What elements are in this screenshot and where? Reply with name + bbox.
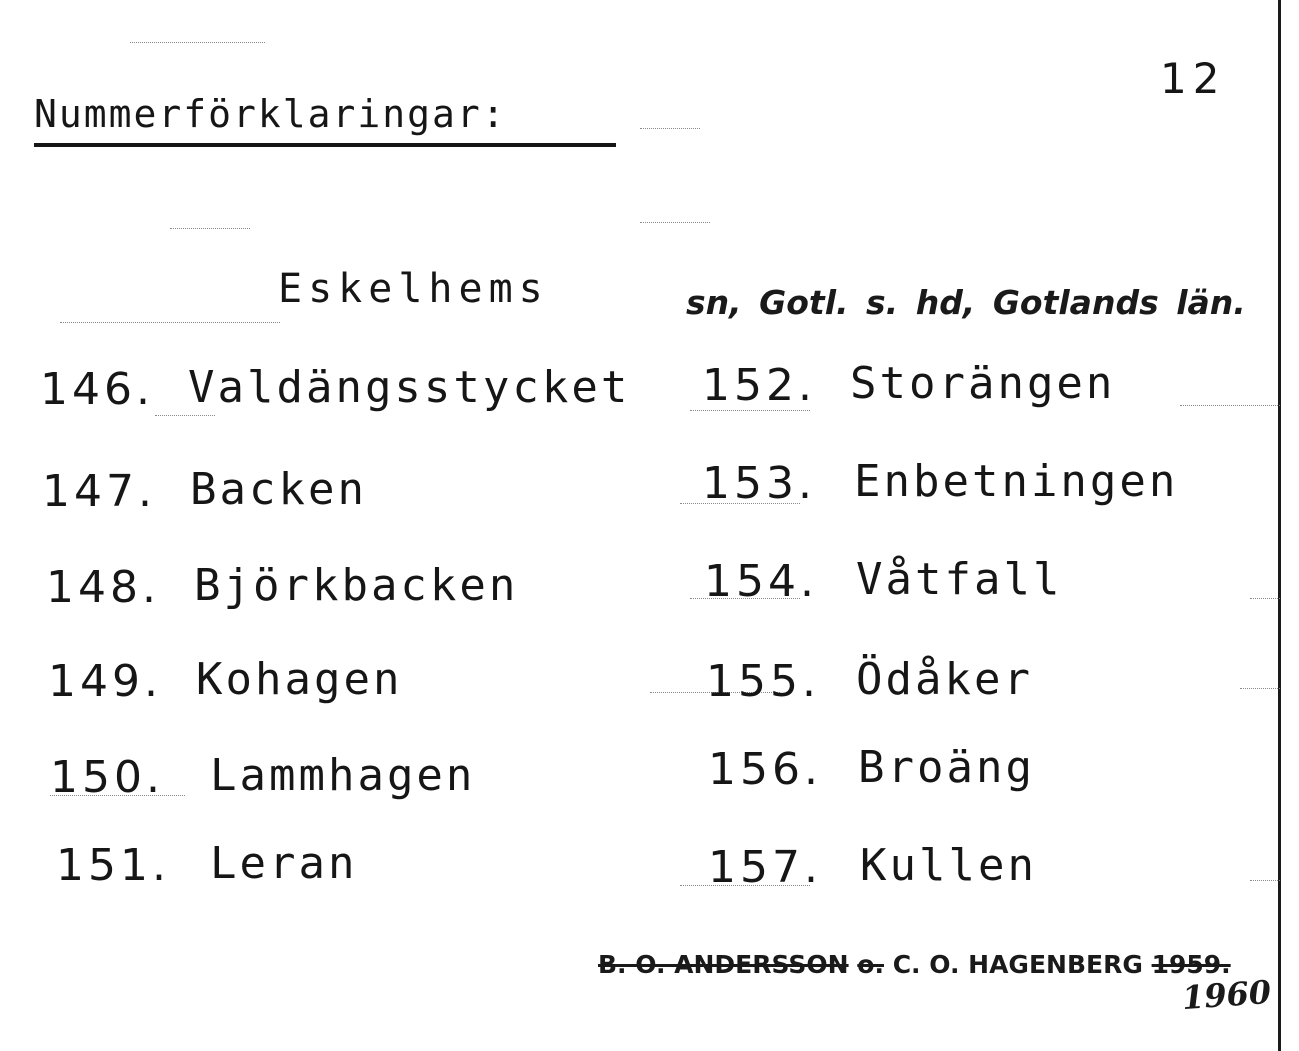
entry-name: Valdängsstycket bbox=[188, 362, 631, 413]
entry-number: 149. bbox=[48, 656, 162, 707]
ruling-dots bbox=[1250, 880, 1280, 881]
ruling-dots bbox=[60, 322, 280, 323]
entry-name: Leran bbox=[210, 838, 358, 889]
entry-number: 153. bbox=[702, 458, 816, 509]
entry-number: 147. bbox=[42, 466, 156, 517]
entry-name: Ödåker bbox=[856, 654, 1033, 705]
entry-name: Enbetningen bbox=[854, 456, 1179, 507]
entry-number: 146. bbox=[40, 364, 154, 415]
printed-location: sn, Gotl. s. hd, Gotlands län. bbox=[686, 283, 1246, 322]
struck-year: 1959. bbox=[1151, 950, 1231, 979]
ruling-dots bbox=[1180, 405, 1280, 406]
card-number: 12 bbox=[1160, 54, 1226, 103]
entry-number: 154. bbox=[704, 556, 818, 607]
entry-name: Björkbacken bbox=[194, 560, 519, 611]
entry-name: Lammhagen bbox=[210, 750, 476, 801]
ruling-dots bbox=[1240, 688, 1280, 689]
entry-name: Storängen bbox=[850, 358, 1116, 409]
struck-author: B. O. ANDERSSON bbox=[598, 950, 849, 979]
entry-number: 156. bbox=[708, 744, 822, 795]
author-line bbox=[598, 950, 1231, 979]
ruling-dots bbox=[640, 128, 700, 129]
ruling-dots bbox=[170, 228, 250, 229]
author-name: C. O. HAGENBERG bbox=[892, 950, 1143, 979]
entry-number: 155. bbox=[706, 656, 820, 707]
heading-underline bbox=[34, 143, 616, 147]
entry-number: 157. bbox=[708, 842, 822, 893]
ruling-dots bbox=[155, 415, 215, 416]
ruling-dots bbox=[640, 222, 710, 223]
ruling-dots bbox=[1250, 598, 1280, 599]
ruling-dots bbox=[130, 42, 265, 43]
entry-number: 151. bbox=[56, 840, 170, 891]
struck-joiner: o. bbox=[857, 950, 884, 979]
entry-name: Backen bbox=[190, 464, 367, 515]
entry-name: Kohagen bbox=[196, 654, 403, 705]
entry-name: Broäng bbox=[858, 742, 1035, 793]
card-edge-line bbox=[1278, 0, 1281, 1051]
entry-number: 152. bbox=[702, 360, 816, 411]
entry-name: Kullen bbox=[860, 840, 1037, 891]
entry-name: Våtfall bbox=[856, 554, 1063, 605]
parish-name: Eskelhems bbox=[278, 266, 549, 312]
handwritten-year: 1960 bbox=[1180, 972, 1273, 1018]
card-heading: Nummerförklaringar: bbox=[34, 92, 507, 136]
entry-number: 150. bbox=[50, 752, 164, 803]
entry-number: 148. bbox=[46, 562, 160, 613]
